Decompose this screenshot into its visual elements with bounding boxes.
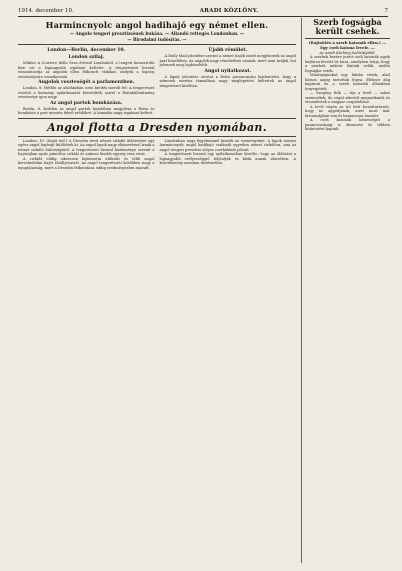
column-one bbox=[18, 139, 155, 171]
column-two bbox=[160, 139, 297, 171]
page-header bbox=[18, 6, 388, 17]
paragraph: Miként A Corriere della Sera értesül Londonból, a tengeri katasztrófa híre ott a legnagyobb izgalmat keltette. A tengerészeti hivatal visszautasítja az angolok ellen felhozott vádakat, melyek a hajóraj veszteségeire vonatkoznak. bbox=[18, 61, 155, 79]
paragraph: A Daily Mail jelentése szerint a német hajók ismét megjelentek az angol part közelében. Az angolok nagy rémületben vannak, mert nem tudják, hol jelennek meg legközelebb. bbox=[159, 54, 296, 67]
article-headline: Harmincnyolc angol hadihajó egy német ellen. bbox=[45, 20, 269, 30]
paragraph: Mindnyájunkat egy faluba vittek, ahol három napig tartottak fogva. Élelmet alig kaptunk és a szerb katonák állandóan fenyegettek. bbox=[305, 73, 390, 91]
second-article-headline: Angol flotta a Dresden nyomában. bbox=[47, 120, 267, 134]
side-article-headline: Szerb fogságba került csehek. bbox=[313, 18, 382, 36]
divider bbox=[18, 118, 296, 119]
paragraph: A levél végén az író kéri hozzátartozóit, hogy ne aggódjanak, mert most már biztonságban van és hamarosan hazatér. bbox=[305, 104, 390, 118]
divider bbox=[305, 38, 390, 39]
section-heading: London szilaj. bbox=[68, 55, 105, 60]
header-page-number: 7 bbox=[384, 8, 388, 14]
paragraph: A lapok jelentése szerint a flotta parancsnoka kijelentette, hogy a németek merész támadásai nagy meglepetést keltettek az angol tengerészet körében. bbox=[159, 74, 296, 88]
paragraph: Londonban nagy figyelemmel kísérik az eseményeket. A lapok szerint harmincnyolc angol hadihajó vadászik egyetlen német cirkálóra, ami az angol tengeri presztizs súlyos csorbulását jelenti. bbox=[159, 138, 296, 152]
paragraph: London, 10. (Saját tud.) A Dresden nevű német cirkáló üldözésére egy egész angol hajórajt küldöttek ki. Az angol lapok nagy elismeréssel írnak a német cirkáló bátorságáról. A tengerészeti hivatal közleménye szerint a hajórajban nyolc páncélos cirkáló és számos kisebb egység vesz részt. bbox=[18, 138, 155, 156]
article-subheadline: — Angolo tengeri presztizsének bukása. — Állandó rettegés Londonban. — bbox=[69, 31, 245, 36]
header-date: 1914. december 10. bbox=[18, 8, 74, 14]
paragraph: A tengerészeti hivatal egy nyilatkozatban közölte, hogy az üldözést a legnagyobb erélyességgel folytatják és bízik annak sikerében. A közvélemény azonban türelmetlen. bbox=[159, 152, 296, 165]
side-article-credit: Az Aradi Közlöny tudósítójától. bbox=[319, 50, 376, 55]
side-article-subheadline: (Rajtaütés a szerb katonák ellen.) — Egy cseh katona levele. — bbox=[308, 40, 387, 50]
column-two bbox=[160, 47, 297, 116]
column-one bbox=[18, 47, 155, 116]
side-article-column bbox=[301, 18, 390, 563]
two-column-block bbox=[18, 47, 296, 116]
paragraph: A cirkáló eddig sikeresen kijátszotta üldözőit és több angol kereskedelmi hajót elsüllyesztett. Az angol tengerészeti körökben nagy a nyugtalanság, mert a Dresden felkutatása eddig eredménytelen maradt. bbox=[18, 156, 155, 170]
two-column-block bbox=[18, 139, 296, 171]
paragraph: London, 8. Hétfőn az alsóházban ezen kérdés merült fel: A tengerészet vezetői a kormány nyilatkozatát követelték, mivel a flottakülönítmény vesztesége igen nagy. bbox=[18, 86, 155, 99]
article-source-line: — Birodalmi tudósítás. — bbox=[127, 36, 187, 42]
divider bbox=[18, 44, 296, 45]
paragraph: — Szegény fiúk — írja a levél — sokat szenvedtek, de végül sikerült megszökniök és visszatértek a magyar csapatokhoz. bbox=[305, 91, 390, 105]
paragraph: A szerbek kezére jutott cseh katonák egyik bajtársa levelet írt haza, amelyben leírja, hogy a szerbek miként bántak velük, midőn fogságba estek. bbox=[305, 55, 390, 73]
section-heading: Az angol partok bombázása. bbox=[50, 100, 123, 106]
main-article-column bbox=[18, 18, 296, 563]
dateline: London—Berlin, december 10. bbox=[47, 48, 126, 53]
section-heading: Újabb rémület. bbox=[208, 48, 248, 53]
divider bbox=[18, 136, 296, 137]
section-heading: Angolok veszteségét a parlamentben. bbox=[38, 80, 135, 85]
header-masthead: ARADI KÖZLÖNY. bbox=[199, 8, 259, 14]
paragraph: A cseh katonák hősiességét a parancsnokság is elismerte és többen kitüntetést kaptak. bbox=[305, 118, 390, 132]
paragraph: Berlin, 8. Kedden az angol partok közelében megjelent a flotta és bombázta a part mentén fekvő erődöket. A támadás nagy izgalmat keltett. bbox=[18, 106, 155, 115]
section-heading: Angol nyilatkozat. bbox=[204, 68, 252, 74]
